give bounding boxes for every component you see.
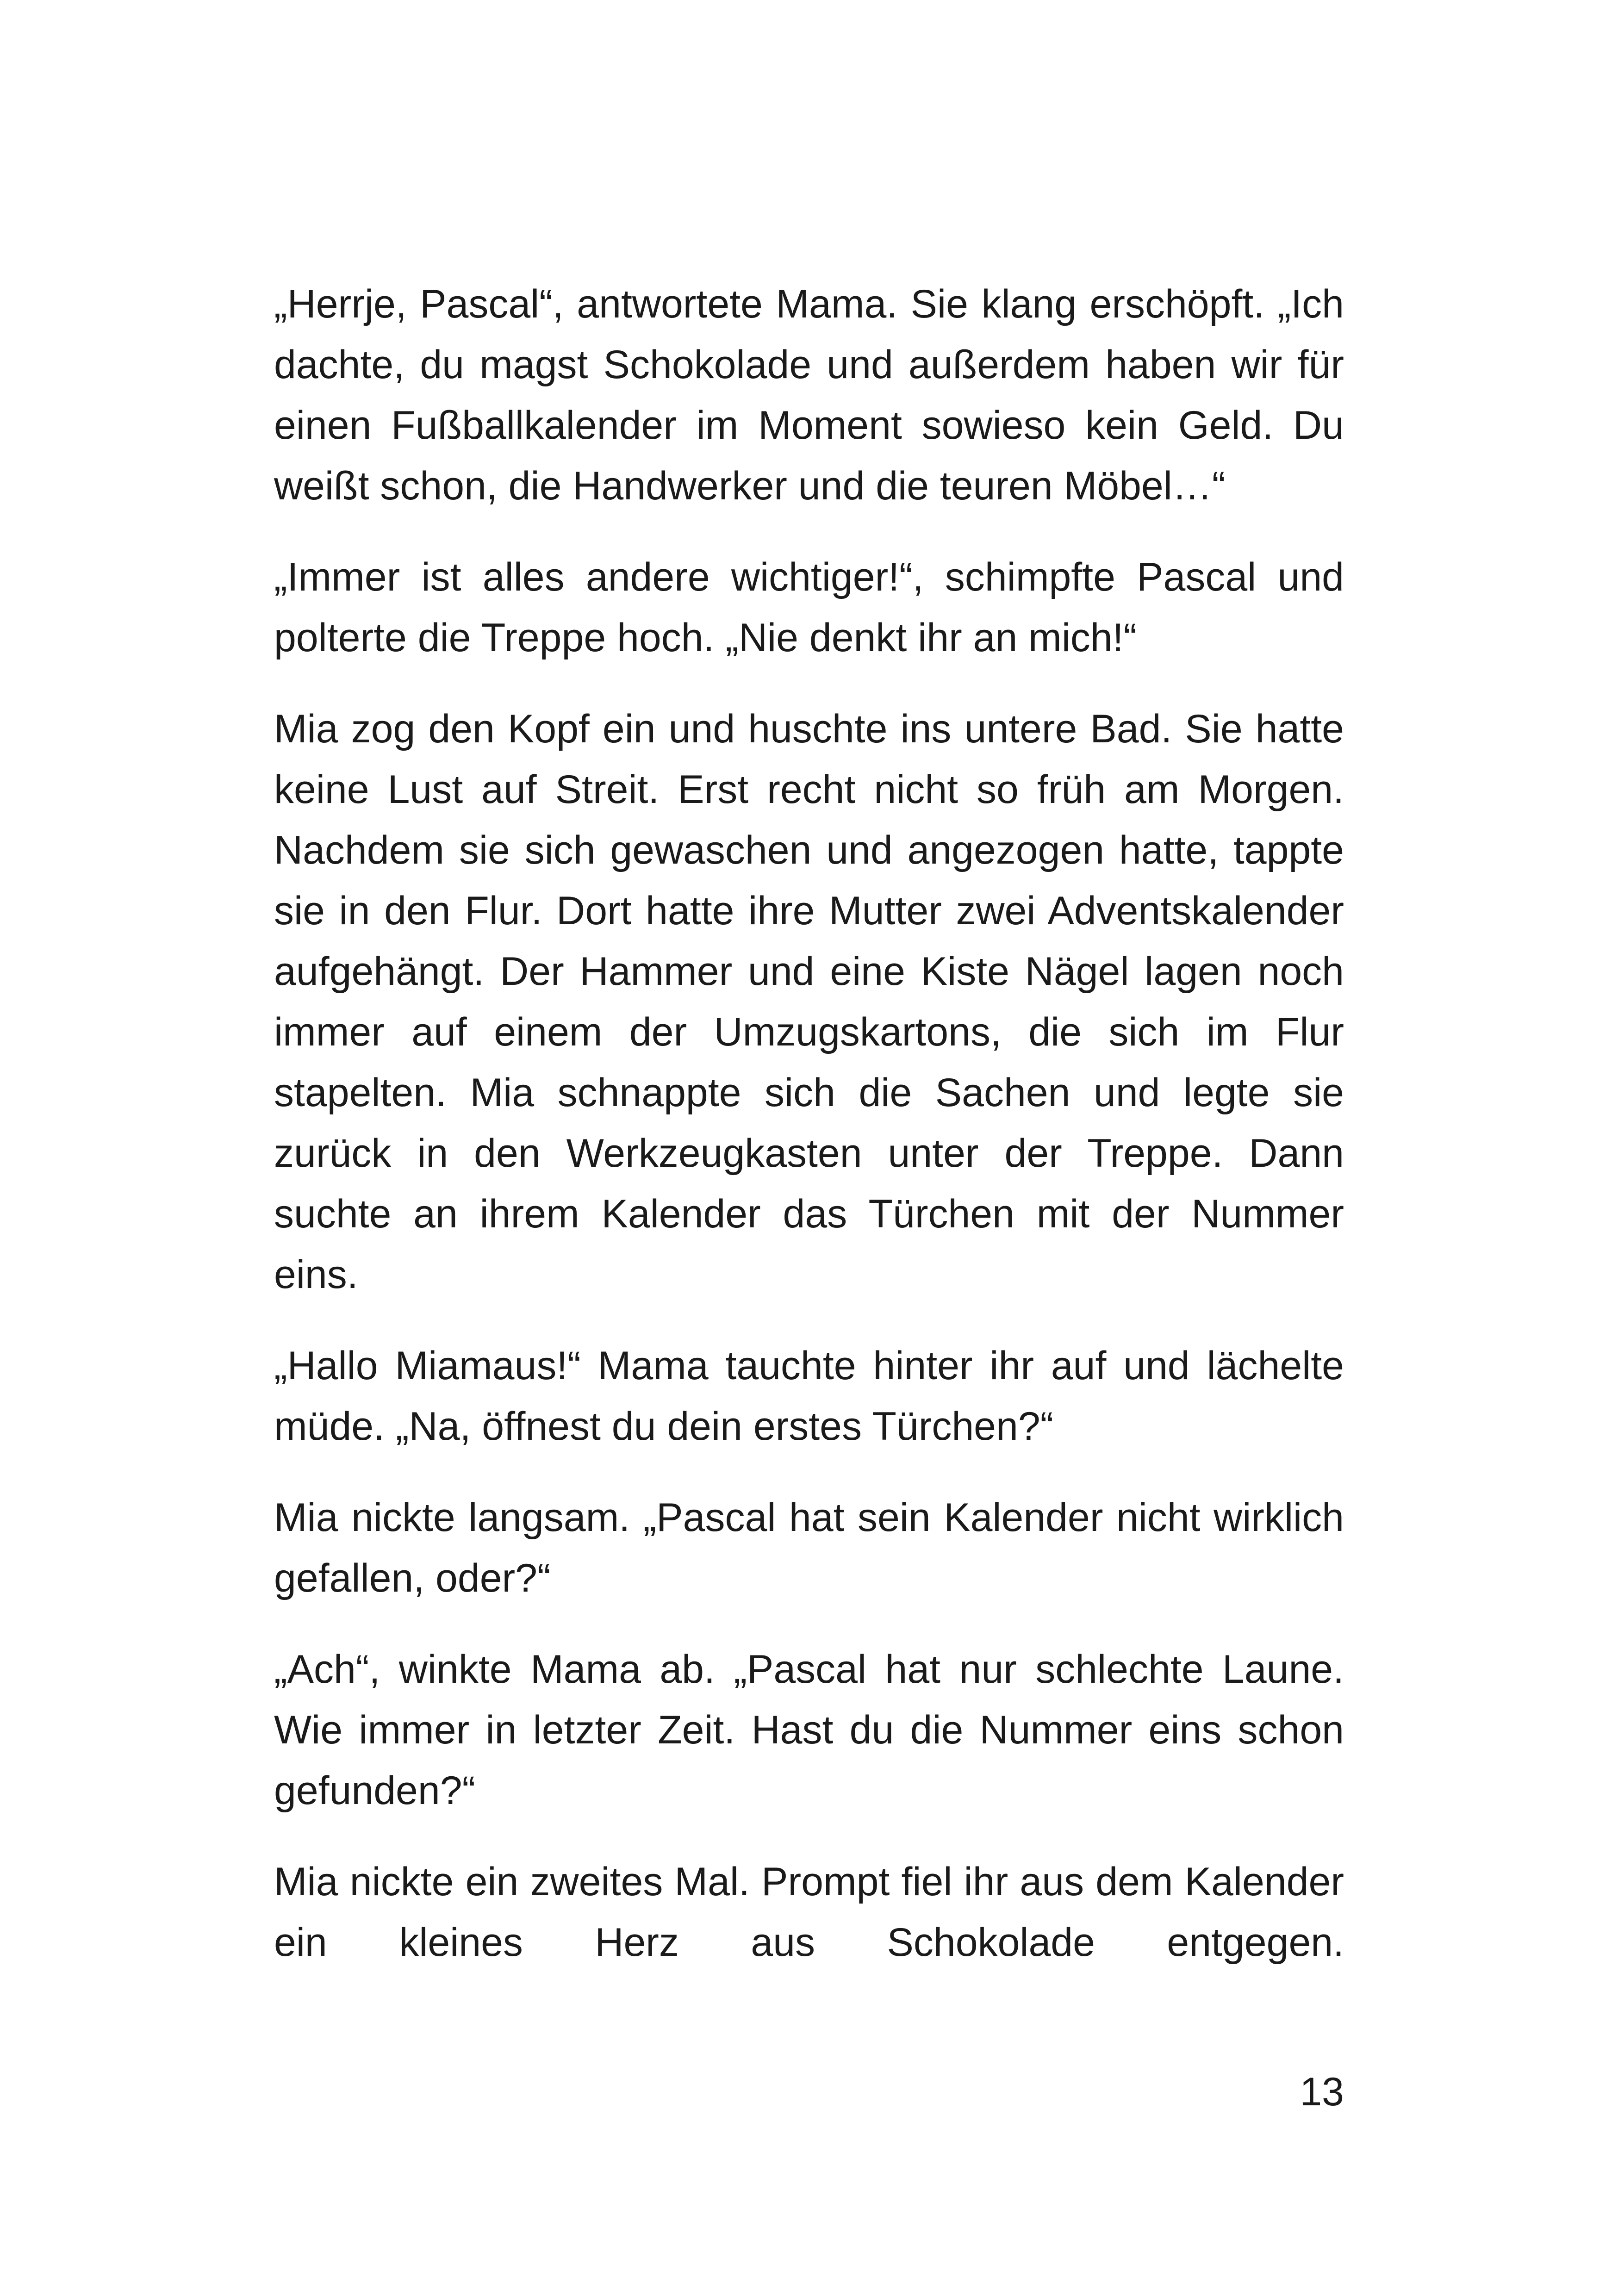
paragraph-4: „Hallo Miamaus!“ Mama tauchte hinter ihr auf und lächelte müde. „Na, öffnest du dein erstes Türchen?“ — [274, 1344, 1344, 1449]
paragraph-3: Mia zog den Kopf ein und huschte ins untere Bad. Sie hatte keine Lust auf Streit. Erst recht nicht so früh am Morgen. Nachdem sie sich gewaschen und angezogen hatte, tappte sie in den Flur. Dort hatte ihre Mutter zwei Adventskalender aufgehängt. Der Hammer und eine Kiste Nägel lagen noch immer auf einem der Umzugskartons, die sich im Flur stapelten. Mia schnappte sich die Sachen und legte sie zurück in den Werkzeugkasten unter der Treppe. Dann suchte an ihrem Kalender das Türchen mit der Nummer eins. — [274, 707, 1344, 1297]
paragraph-6: „Ach“, winkte Mama ab. „Pascal hat nur schlechte Laune. Wie immer in letzter Zeit. Hast du die Nummer eins schon gefunden?“ — [274, 1647, 1344, 1813]
paragraph-2: „Immer ist alles andere wichtiger!“, schimpfte Pascal und polterte die Treppe hoch. „Nie denkt ihr an mich!“ — [274, 555, 1344, 660]
paragraph-7: Mia nickte ein zweites Mal. Prompt fiel ihr aus dem Kalender ein kleines Herz aus Schokolade entgegen. — [274, 1860, 1344, 1965]
body-text — [274, 274, 1344, 1973]
paragraph-5: Mia nickte langsam. „Pascal hat sein Kalender nicht wirklich gefallen, oder?“ — [274, 1495, 1344, 1600]
page-number: 13 — [1300, 2070, 1344, 2114]
paragraph-1: „Herrje, Pascal“, antwortete Mama. Sie klang erschöpft. „Ich dachte, du magst Schokolade und außerdem haben wir für einen Fußballkalender im Moment sowieso kein Geld. Du weißt schon, die Handwerker und die teuren Möbel…“ — [274, 282, 1344, 508]
